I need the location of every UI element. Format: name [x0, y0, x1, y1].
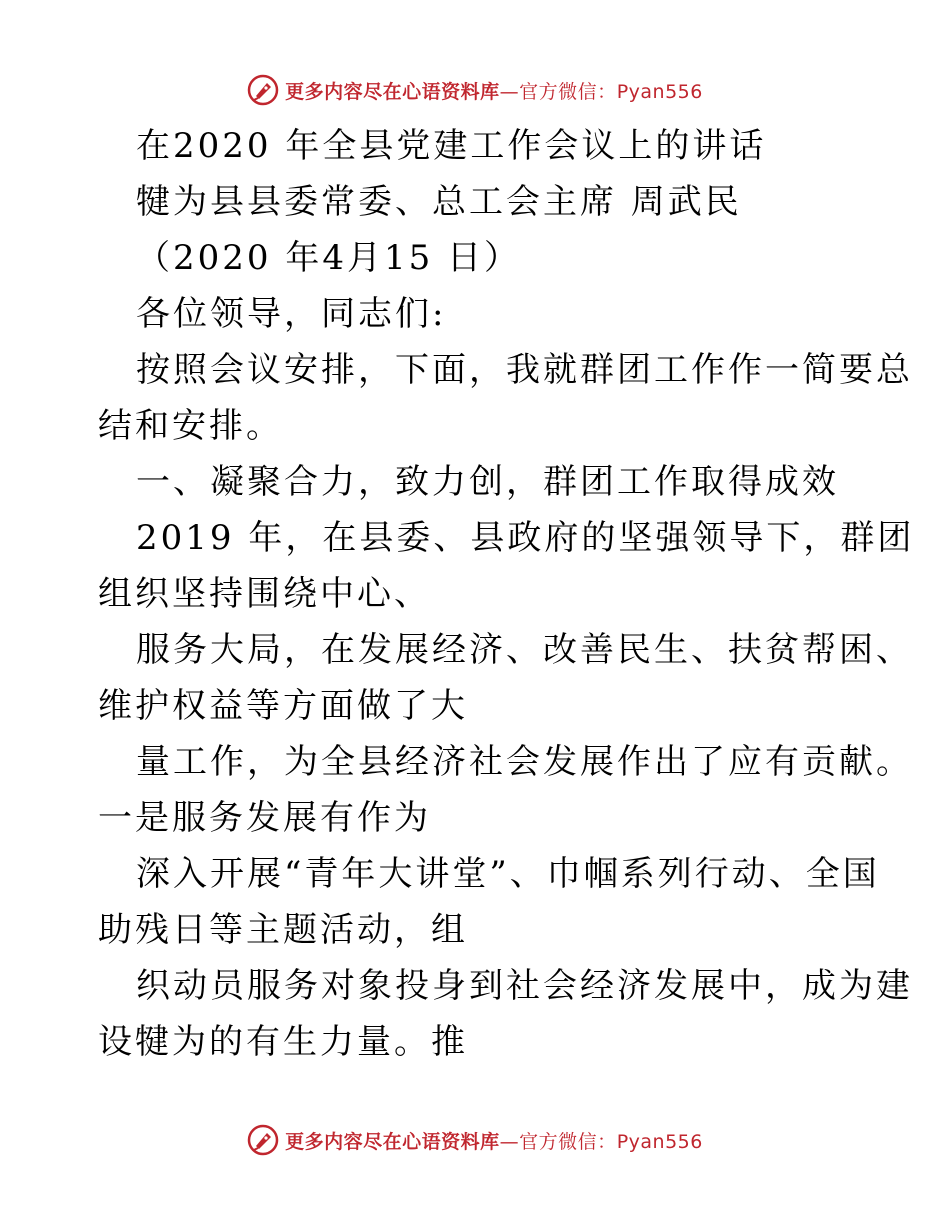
speaker-line: 犍为县县委常委、总工会主席 周武民 [136, 182, 742, 222]
watermark-wechat-label: 官方微信： [519, 1130, 617, 1153]
watermark-text [285, 1127, 703, 1154]
watermark-group [247, 1124, 703, 1156]
pen-nib-logo-icon [247, 1124, 279, 1156]
paragraph-line: 量工作，为全县经济社会发展作出了应有贡献。 [136, 742, 913, 782]
paragraph-line: 深入开展“青年大讲堂”、巾帼系列行动、全国 [136, 854, 880, 894]
paragraph-line: 按照会议安排，下面，我就群团工作作一简要总 [136, 350, 913, 390]
watermark-wechat-handle: Pyan556 [616, 1130, 703, 1153]
paragraph-line: 织动员服务对象投身到社会经济发展中，成为建 [136, 966, 913, 1006]
speech-title: 在2020 年全县党建工作会议上的讲话 [136, 126, 767, 166]
document-body [98, 118, 915, 1070]
paragraph-line: 组织坚持围绕中心、 [98, 574, 431, 614]
header-watermark-banner [0, 70, 950, 110]
paragraph-line: 设犍为的有生力量。推 [98, 1022, 468, 1062]
paragraph-line: 服务大局，在发展经济、改善民生、扶贫帮困、 [136, 630, 913, 670]
salutation: 各位领导，同志们: [136, 294, 447, 334]
watermark-wechat-handle: Pyan556 [616, 80, 703, 103]
paragraph-line: 2019 年，在县委、县政府的坚强领导下，群团 [136, 518, 915, 558]
subsection-heading: 一是服务发展有作为 [98, 798, 431, 838]
watermark-title: 更多内容尽在心语资料库 [285, 80, 500, 103]
pen-nib-logo-icon [247, 74, 279, 106]
section-heading: 一、凝聚合力，致力创，群团工作取得成效 [136, 462, 839, 502]
paragraph-line: 助残日等主题活动，组 [98, 910, 468, 950]
paragraph-line: 维护权益等方面做了大 [98, 686, 468, 726]
paragraph-line: 结和安排。 [98, 406, 283, 446]
watermark-group [247, 74, 703, 106]
watermark-dash: — [499, 80, 520, 103]
footer-watermark-banner [0, 1120, 950, 1160]
watermark-wechat-label: 官方微信： [519, 80, 617, 103]
watermark-title: 更多内容尽在心语资料库 [285, 1130, 500, 1153]
watermark-dash: — [499, 1130, 520, 1153]
watermark-text [285, 77, 703, 104]
date-line: （2020 年4月15 日） [136, 238, 522, 278]
